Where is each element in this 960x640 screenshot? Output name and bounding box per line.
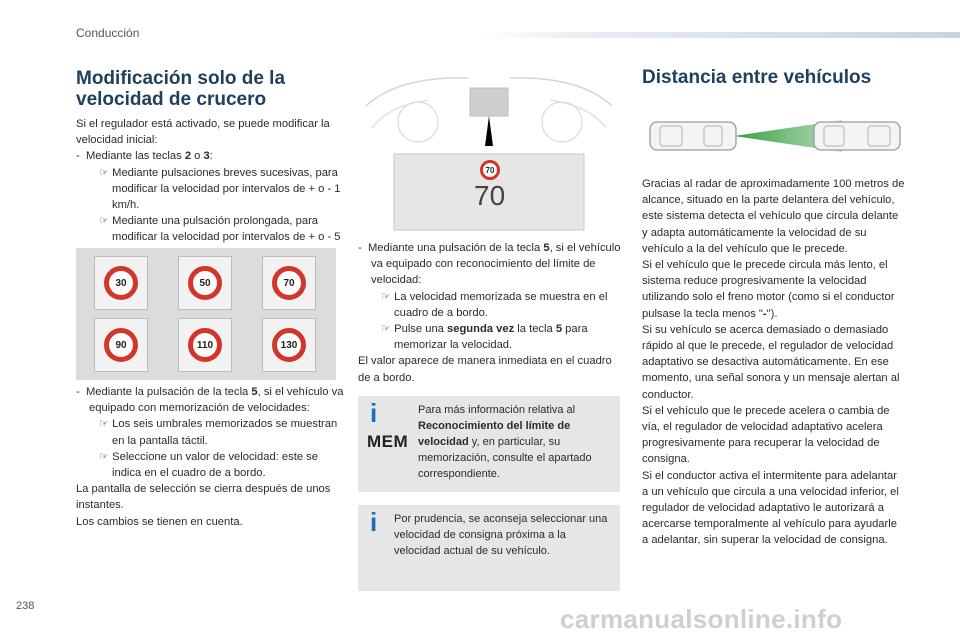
item-text: Mediante las teclas	[85, 150, 185, 163]
item-text: Mediante la pulsación de la tecla	[85, 386, 252, 398]
sub-text: para memorizar la velocidad.	[394, 323, 588, 352]
left-intro: Si el regulador está activado, se puede modificar la velocidad inicial:	[76, 118, 330, 147]
left-sub-1	[76, 165, 344, 214]
speed-sign: 30	[104, 266, 138, 300]
speed-sign-tile[interactable]	[178, 256, 232, 310]
right-section-title: Distancia entre vehículos	[642, 67, 872, 88]
right-para-3: Si su vehículo se acerca demasiado o demasiado rápido al que le precede, el regulador de velocidad adaptativo se desactiva automáticamente. En ese momento, una señal sonora y un mensaje alertan al conductor.	[642, 323, 900, 401]
key-5: 5	[543, 242, 550, 254]
right-text-block	[642, 176, 906, 549]
key-2: 2	[184, 150, 192, 163]
sub-text-bold: segunda vez	[447, 323, 515, 336]
para-text: Si el vehículo que le precede circula más lento, el sistema reduce progresivamente la velocidad utilizando solo el freno motor (como si el conductor pulsase la tecla menos "	[642, 259, 895, 320]
speed-sign-tile[interactable]	[94, 256, 148, 310]
pointing-finger-icon: ☞	[381, 323, 392, 336]
pointing-finger-icon: ☞	[381, 290, 392, 303]
section-header: Conducción	[76, 26, 140, 40]
speed-sign: 110	[188, 328, 222, 362]
speed-sign: 130	[272, 328, 306, 362]
item-text: , si el vehículo va equipado con reconocimiento del límite de velocidad:	[371, 242, 621, 287]
speed-sign-tile[interactable]	[94, 318, 148, 372]
sub-text: La velocidad memorizada se muestra en el cuadro de a bordo.	[394, 290, 608, 319]
pointing-finger-icon: ☞	[99, 166, 110, 179]
dash: -	[76, 386, 80, 398]
pointing-finger-icon: ☞	[99, 215, 110, 228]
sub-text: Seleccione un valor de velocidad: este se indica en el cuadro de a bordo.	[112, 450, 318, 480]
display-speed-value: 70	[474, 180, 506, 211]
speed-sign-tile[interactable]	[262, 256, 316, 310]
left-intro-block	[76, 116, 344, 262]
speed-signs-panel	[76, 248, 336, 380]
left-para-1: La pantalla de selección se cierra después de unos instantes.	[76, 483, 331, 512]
sub-text: Mediante pulsaciones breves sucesivas, para modificar la velocidad por intervalos de + o - 1 km/h.	[112, 166, 341, 212]
mem-info-text	[418, 402, 614, 482]
dash: -	[76, 150, 80, 163]
middle-sub-2	[358, 321, 624, 353]
speed-sign: 50	[188, 266, 222, 300]
sub-text: la tecla	[514, 323, 556, 336]
left-sub-4	[76, 449, 346, 481]
sub-text: Pulse una	[394, 323, 448, 336]
pointing-finger-icon: ☞	[99, 418, 110, 431]
para-text: ").	[766, 307, 778, 320]
info-icon: i	[370, 398, 378, 428]
prudence-info-box	[358, 505, 620, 591]
item-text: :	[209, 150, 213, 163]
right-para-5: Si el conductor activa el intermitente para adelantar a un vehículo que circula a una velocidad inferior, el regulador de velocidad adaptativo le autorizará a acercarse temporalmente al vehículo para ayudarle a adelantar, sin superar la velocidad de consigna.	[642, 469, 899, 547]
right-para-4: Si el vehículo que le precede acelera o cambia de vía, el regulador de velocidad adaptativo acelera progresivamente para recuperar la velocidad de consigna.	[642, 404, 890, 466]
box-text: Para más información relativa al	[418, 404, 576, 416]
mem-label: MEM	[367, 432, 409, 451]
sub-text: Los seis umbrales memorizados se muestran en la pantalla táctil.	[112, 418, 338, 447]
left-para-2: Los cambios se tienen en cuenta.	[76, 515, 243, 528]
header-decor-bar	[478, 32, 960, 38]
radar-distance-illustration	[642, 116, 904, 156]
left-item-2	[76, 384, 346, 416]
page-number: 238	[16, 600, 35, 612]
box-text: y, en particular, su memorización, consulte el apartado correspondiente.	[418, 436, 592, 480]
dash: -	[358, 242, 362, 254]
sub-text: Mediante una pulsación prolongada, para modificar la velocidad por intervalos de + o - 5	[112, 215, 341, 244]
middle-text-block	[358, 240, 624, 386]
right-para-2	[642, 257, 906, 322]
speed-sign-tile[interactable]	[178, 318, 232, 372]
prudence-info-text: Por prudencia, se aconseja seleccionar una velocidad de consigna próxima a la velocidad actual de su vehículo.	[394, 513, 608, 557]
mem-info-box	[358, 396, 620, 492]
speed-sign: 90	[104, 328, 138, 362]
watermark: carmanualsonline.info	[560, 604, 843, 634]
left-sub-3	[76, 416, 346, 448]
item-text: , si el vehículo va equipado con memorización de velocidades:	[89, 386, 344, 415]
middle-para: El valor aparece de manera inmediata en el cuadro de a bordo.	[358, 355, 612, 384]
key-5: 5	[555, 323, 563, 336]
left-lower-block	[76, 384, 346, 530]
item-text: o	[191, 150, 204, 163]
pointing-finger-icon: ☞	[99, 450, 110, 463]
minus-key: -	[762, 307, 767, 320]
speed-sign: 70	[272, 266, 306, 300]
left-section-title: Modificación solo de la velocidad de crucero	[76, 68, 286, 110]
left-item-1	[76, 148, 344, 164]
middle-sub-1	[358, 289, 624, 321]
right-para-1: Gracias al radar de aproximadamente 100 metros de alcance, situado en la parte delantera del vehículo, este sistema detecta el vehículo que circula delante y adapta automáticamente la velocidad de su vehículo a la del vehículo que le precede.	[642, 178, 905, 255]
middle-item	[358, 240, 624, 289]
item-text: Mediante una pulsación de la tecla	[367, 242, 544, 254]
speed-sign-tile[interactable]	[262, 318, 316, 372]
key-3: 3	[203, 150, 210, 163]
info-icon: i	[370, 507, 378, 537]
key-5: 5	[251, 386, 258, 398]
box-text-bold: Reconocimiento del límite de velocidad	[418, 420, 571, 448]
display-speed-sign: 70	[480, 160, 500, 180]
